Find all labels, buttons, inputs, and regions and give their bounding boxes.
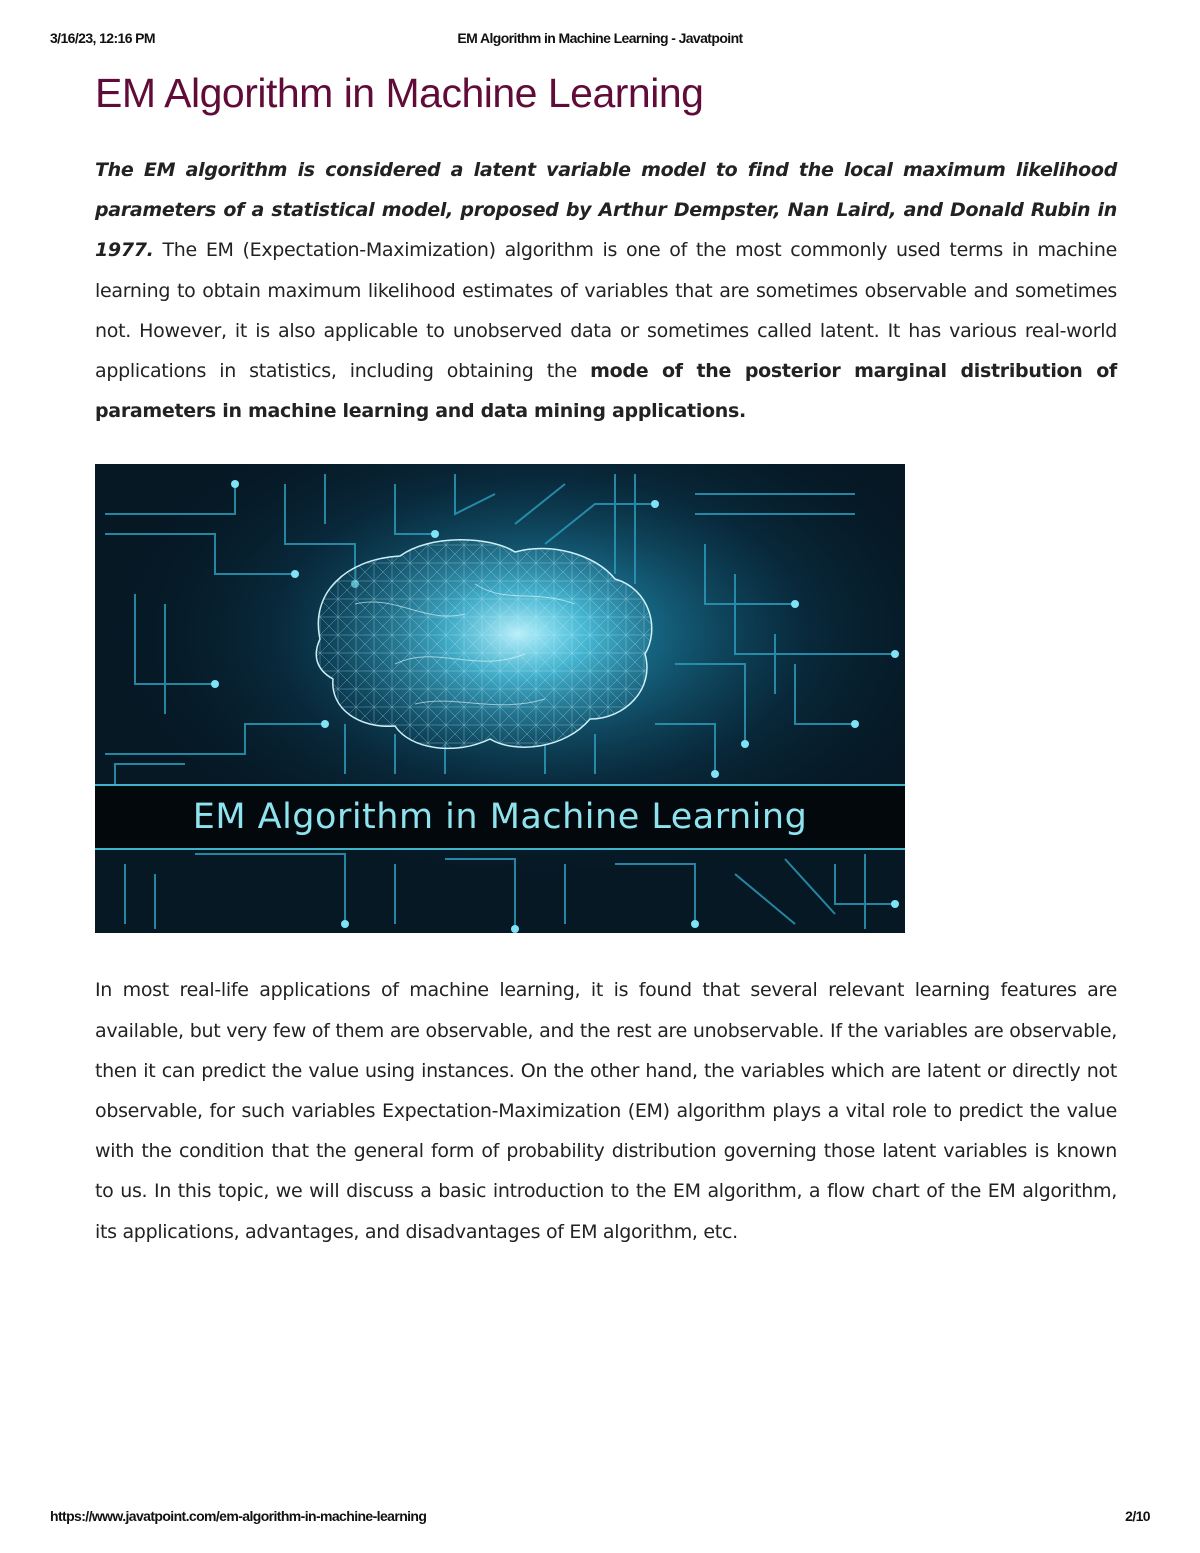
page-title: EM Algorithm in Machine Learning (95, 70, 704, 116)
print-url: https://www.javatpoint.com/em-algorithm-in-machine-learning (50, 1508, 427, 1524)
intro-strong: mode of the posterior marginal distribution of parameters in machine learning and data mining applications. (95, 360, 1117, 423)
intro-paragraph (95, 150, 1117, 431)
print-footer (50, 1508, 1150, 1528)
intro-body: The EM (Expectation-Maximization) algorithm is one of the most commonly used terms in machine learning to obtain maximum likelihood estimates of variables that are sometimes observable and sometimes not. However, it is also applicable to unobserved data or sometimes called latent. It has various real-world applications in statistics, including obtaining the (95, 239, 1117, 383)
second-paragraph: In most real-life applications of machine learning, it is found that several relevant learning features are available, but very few of them are observable, and the rest are unobservable. If the variables are observable, then it can predict the value using instances. On the other hand, the variables which are latent or directly not observable, for such variables Expectation-Maximization (EM) algorithm plays a vital role to predict the value with the condition that the general form of probability distribution governing those latent variables is known to us. In this topic, we will discuss a basic introduction to the EM algorithm, a flow chart of the EM algorithm, its applications, advantages, and disadvantages of EM algorithm, etc. (95, 979, 1117, 1243)
page-number: 2/10 (1125, 1508, 1150, 1524)
intro-lead: The EM algorithm is considered a latent variable model to find the local maximum likelihood parameters of a statistical model, proposed by Arthur Dempster, Nan Laird, and Donald Rubin in 1977. (95, 159, 1117, 262)
hero-image (95, 464, 905, 933)
print-doc-title: EM Algorithm in Machine Learning - Javatpoint (457, 30, 743, 46)
article (95, 68, 1117, 1252)
circuit-brain-illustration (95, 464, 905, 933)
print-header (50, 30, 1150, 50)
hero-banner: EM Algorithm in Machine Learning (95, 784, 905, 850)
print-date: 3/16/23, 12:16 PM (50, 30, 155, 46)
